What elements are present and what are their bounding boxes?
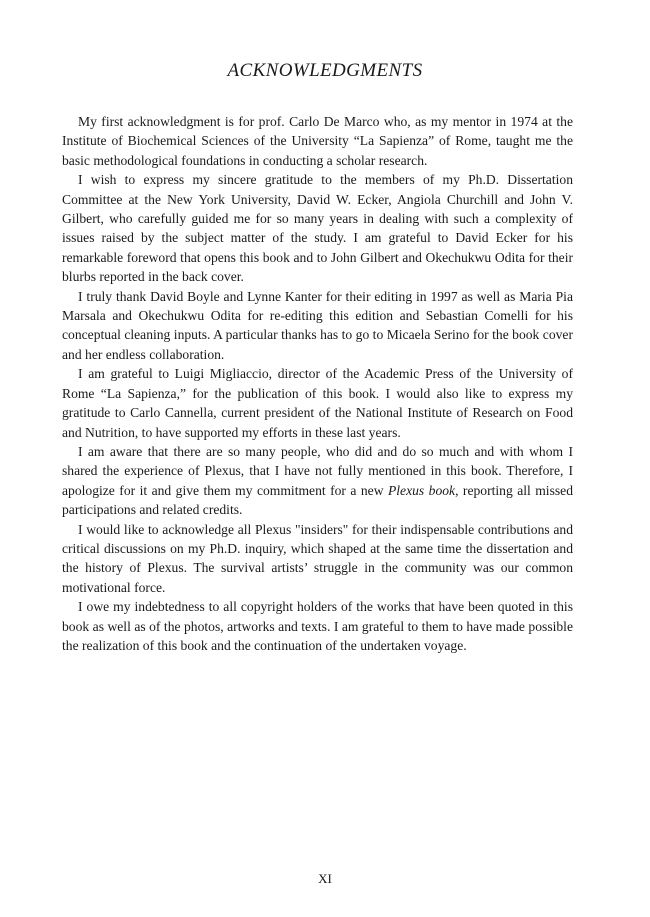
paragraph-editors: I truly thank David Boyle and Lynne Kanter for their editing in 1997 as well as Maria Pia Marsala and Okechukwu Odita for re-editing this edition and Sebastian Comelli for his conceptual cleaning inputs. A particular thanks has to go to Micaela Serino for the book cover and her endless collaboration. (62, 288, 573, 362)
plexus-book-italic: Plexus book (387, 482, 456, 498)
paragraph-apology-text: I am aware that there are so many people, who did and do so much and with whom I shared the experience of Plexus, that I have not fully mentioned in this book. Therefore, I apologize for it and give them my commitment for a new (62, 443, 573, 498)
paragraph-apology-text-end: , reporting all missed participations and related credits. (62, 482, 573, 518)
paragraph-copyright: I owe my indebtedness to all copyright holders of the works that have been quoted in this book as well as of the photos, artworks and texts. I am grateful to them to have made possible the realization of this book and the continuation of the undertaken voyage. (62, 599, 573, 653)
paragraph-mentor: My first acknowledgment is for prof. Carlo De Marco who, as my mentor in 1974 at the Institute of Biochemical Sciences of the University “La Sapienza” of Rome, taught me the basic methodological foundations in conducting a scholar research. (62, 114, 573, 168)
paragraph-publisher: I am grateful to Luigi Migliaccio, director of the Academic Press of the University of Rome “La Sapienza,” for the publication of this book. I would also like to express my gratitude to Carlo Cannella, current president of the National Institute of Research on Food and Nutrition, to have supported my efforts in these last years. (62, 366, 573, 440)
acknowledgments-body (62, 112, 573, 655)
paragraph-apology (62, 442, 573, 520)
paragraph-insiders: I would like to acknowledge all Plexus "insiders" for their indispensable contributions and critical discussions on my Ph.D. inquiry, which shaped at the same time the dissertation and the history of Plexus. The survival artists’ struggle in the community was our common motivational force. (62, 521, 573, 595)
page-number: XI (318, 871, 332, 886)
paragraph-committee: I wish to express my sincere gratitude to the members of my Ph.D. Dissertation Committee at the New York University, David W. Ecker, Angiola Churchill and John V. Gilbert, who carefully guided me for so many years in dealing with such a complexity of issues raised by the subject matter of the study. I am grateful to David Ecker for his remarkable foreword that opens this book and to John Gilbert and Okechukwu Odita for their blurbs reported in the back cover. (62, 172, 573, 285)
page-title: ACKNOWLEDGMENTS (227, 60, 423, 81)
